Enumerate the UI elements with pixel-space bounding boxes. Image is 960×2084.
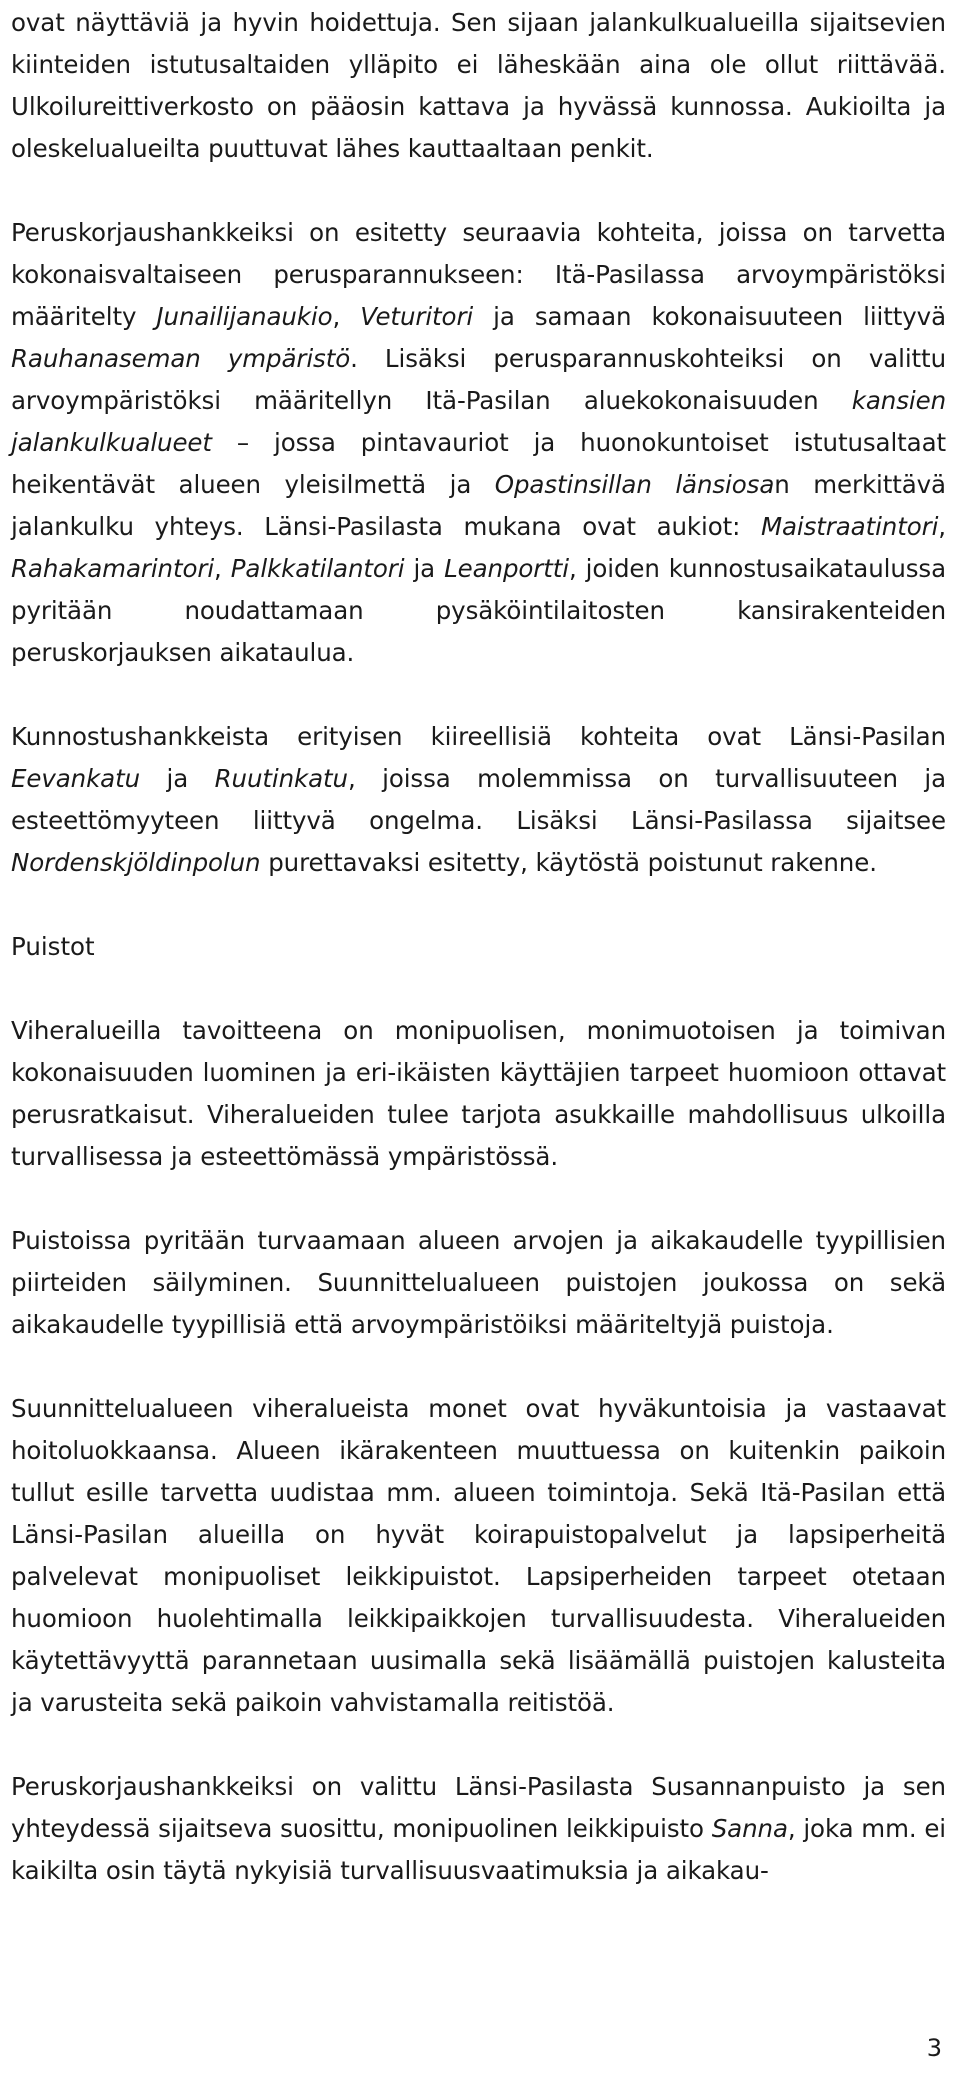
- text-segment: Puistoissa pyritään turvaamaan alueen arvojen ja aikakaudelle tyypillisien piirteiden säilyminen. Suunnittelualueen puistojen joukossa on sekä aikakaudelle tyypillisiä että arvoympäristöiksi määriteltyjä puistoja.: [11, 1226, 946, 1339]
- paragraph-gap: [11, 170, 946, 212]
- italic-term: Leanportti: [444, 554, 569, 583]
- italic-term: Rahakamarintori: [11, 554, 215, 583]
- italic-term: kansien jalankulkualueet: [11, 386, 946, 457]
- italic-term: Opastinsillan länsiosa: [494, 470, 775, 499]
- italic-term: Rauhanaseman ympäristö: [11, 344, 351, 373]
- text-segment: ,: [214, 554, 231, 583]
- page-number: 3: [926, 2034, 942, 2062]
- text-segment: ,: [938, 512, 946, 541]
- text-segment: , joka mm. ei kaikilta osin täytä nykyisiä turvallisuusvaatimuksia ja aikakau-: [11, 1814, 947, 1885]
- paragraph-gap: [11, 1724, 946, 1766]
- text-segment: Puistot: [11, 932, 95, 961]
- text-segment: ,: [332, 302, 361, 331]
- paragraph-gap: [11, 884, 946, 926]
- text-segment: , joissa molemmissa on turvallisuuteen ja esteettömyyteen liittyvä ongelma. Lisäksi Länsi-Pasilassa sijaitsee: [11, 764, 947, 835]
- paragraph-urgent-repairs: [11, 716, 946, 884]
- italic-term: Eevankatu: [11, 764, 141, 793]
- section-heading-puistot: [11, 926, 946, 968]
- paragraph-gap: [11, 968, 946, 1010]
- text-segment: – jossa pintavauriot ja huonokuntoiset istutusaltaat heikentävät alueen yleisilmettä ja: [11, 428, 946, 499]
- italic-term: Palkkatilantori: [230, 554, 405, 583]
- text-segment: purettavaksi esitetty, käytöstä poistunut rakenne.: [260, 848, 877, 877]
- text-segment: n merkittävä jalankulku yhteys. Länsi-Pasilasta mukana ovat aukiot:: [11, 470, 946, 541]
- paragraph-gap: [11, 1346, 946, 1388]
- italic-term: Maistraatintori: [760, 512, 939, 541]
- paragraph-gap: [11, 1178, 946, 1220]
- text-segment: ovat näyttäviä ja hyvin hoidettuja. Sen sijaan jalankulkualueilla sijaitsevien kiinteiden istutusaltaiden ylläpito ei läheskään aina ole ollut riittävää. Ulkoilureittiverkosto on pääosin kattava ja hyvässä kunnossa. Aukioilta ja oleskelualueilta puuttuvat lähes kauttaaltaan penkit.: [11, 8, 946, 163]
- italic-term: Veturitori: [360, 302, 474, 331]
- paragraph-green-areas-condition: [11, 1388, 946, 1724]
- paragraph-green-areas-goals: [11, 1010, 946, 1178]
- text-segment: Suunnittelualueen viheralueista monet ovat hyväkuntoisia ja vastaavat hoitoluokkaansa. Alueen ikärakenteen muuttuessa on kuitenkin paikoin tullut esille tarvetta uudistaa mm. alueen toimintoja. Sekä Itä-Pasilan että Länsi-Pasilan alueilla on hyvät koirapuistopalvelut ja lapsiperheitä palvelevat monipuoliset leikkipuistot. Lapsiperheiden tarpeet otetaan huomioon huolehtimalla leikkipaikkojen turvallisuudesta. Viheralueiden käytettävyyttä parannetaan uusimalla sekä lisäämällä puistojen kalusteita ja varusteita sekä paikoin vahvistamalla reitistöä.: [11, 1394, 946, 1717]
- text-segment: ja: [404, 554, 445, 583]
- text-segment: Peruskorjaushankkeiksi on esitetty seuraavia kohteita, joissa on tarvetta kokonaisvaltaiseen perusparannukseen: Itä-Pasilassa arvoympäristöksi määritelty: [11, 218, 946, 331]
- italic-term: Sanna: [711, 1814, 788, 1843]
- paragraph-park-values: [11, 1220, 946, 1346]
- text-segment: ja: [140, 764, 215, 793]
- paragraph-renovation-projects: [11, 212, 946, 674]
- italic-term: Junailijanaukio: [156, 302, 333, 331]
- paragraph-maintenance-status: [11, 2, 946, 170]
- paragraph-gap: [11, 674, 946, 716]
- text-segment: . Lisäksi perusparannuskohteiksi on valittu arvoympäristöksi määritellyn Itä-Pasilan aluekokonaisuuden: [11, 344, 946, 415]
- paragraph-park-renovation: [11, 1766, 946, 1892]
- text-segment: , joiden kunnostusaikataulussa pyritään noudattamaan pysäköintilaitosten kansirakenteiden peruskorjauksen aikataulua.: [11, 554, 946, 667]
- italic-term: Ruutinkatu: [214, 764, 348, 793]
- italic-term: Nordenskjöldinpolun: [11, 848, 261, 877]
- document-page: [11, 2, 946, 1892]
- text-segment: Kunnostushankkeista erityisen kiireellisiä kohteita ovat Länsi-Pasilan: [11, 722, 946, 751]
- text-segment: Peruskorjaushankkeiksi on valittu Länsi-Pasilasta Susannanpuisto ja sen yhteydessä sijaitseva suosittu, monipuolinen leikkipuisto: [11, 1772, 946, 1843]
- text-segment: Viheralueilla tavoitteena on monipuolisen, monimuotoisen ja toimivan kokonaisuuden luominen ja eri-ikäisten käyttäjien tarpeet huomioon ottavat perusratkaisut. Viheralueiden tulee tarjota asukkaille mahdollisuus ulkoilla turvallisessa ja esteettömässä ympäristössä.: [11, 1016, 946, 1171]
- text-segment: ja samaan kokonaisuuteen liittyvä: [473, 302, 946, 331]
